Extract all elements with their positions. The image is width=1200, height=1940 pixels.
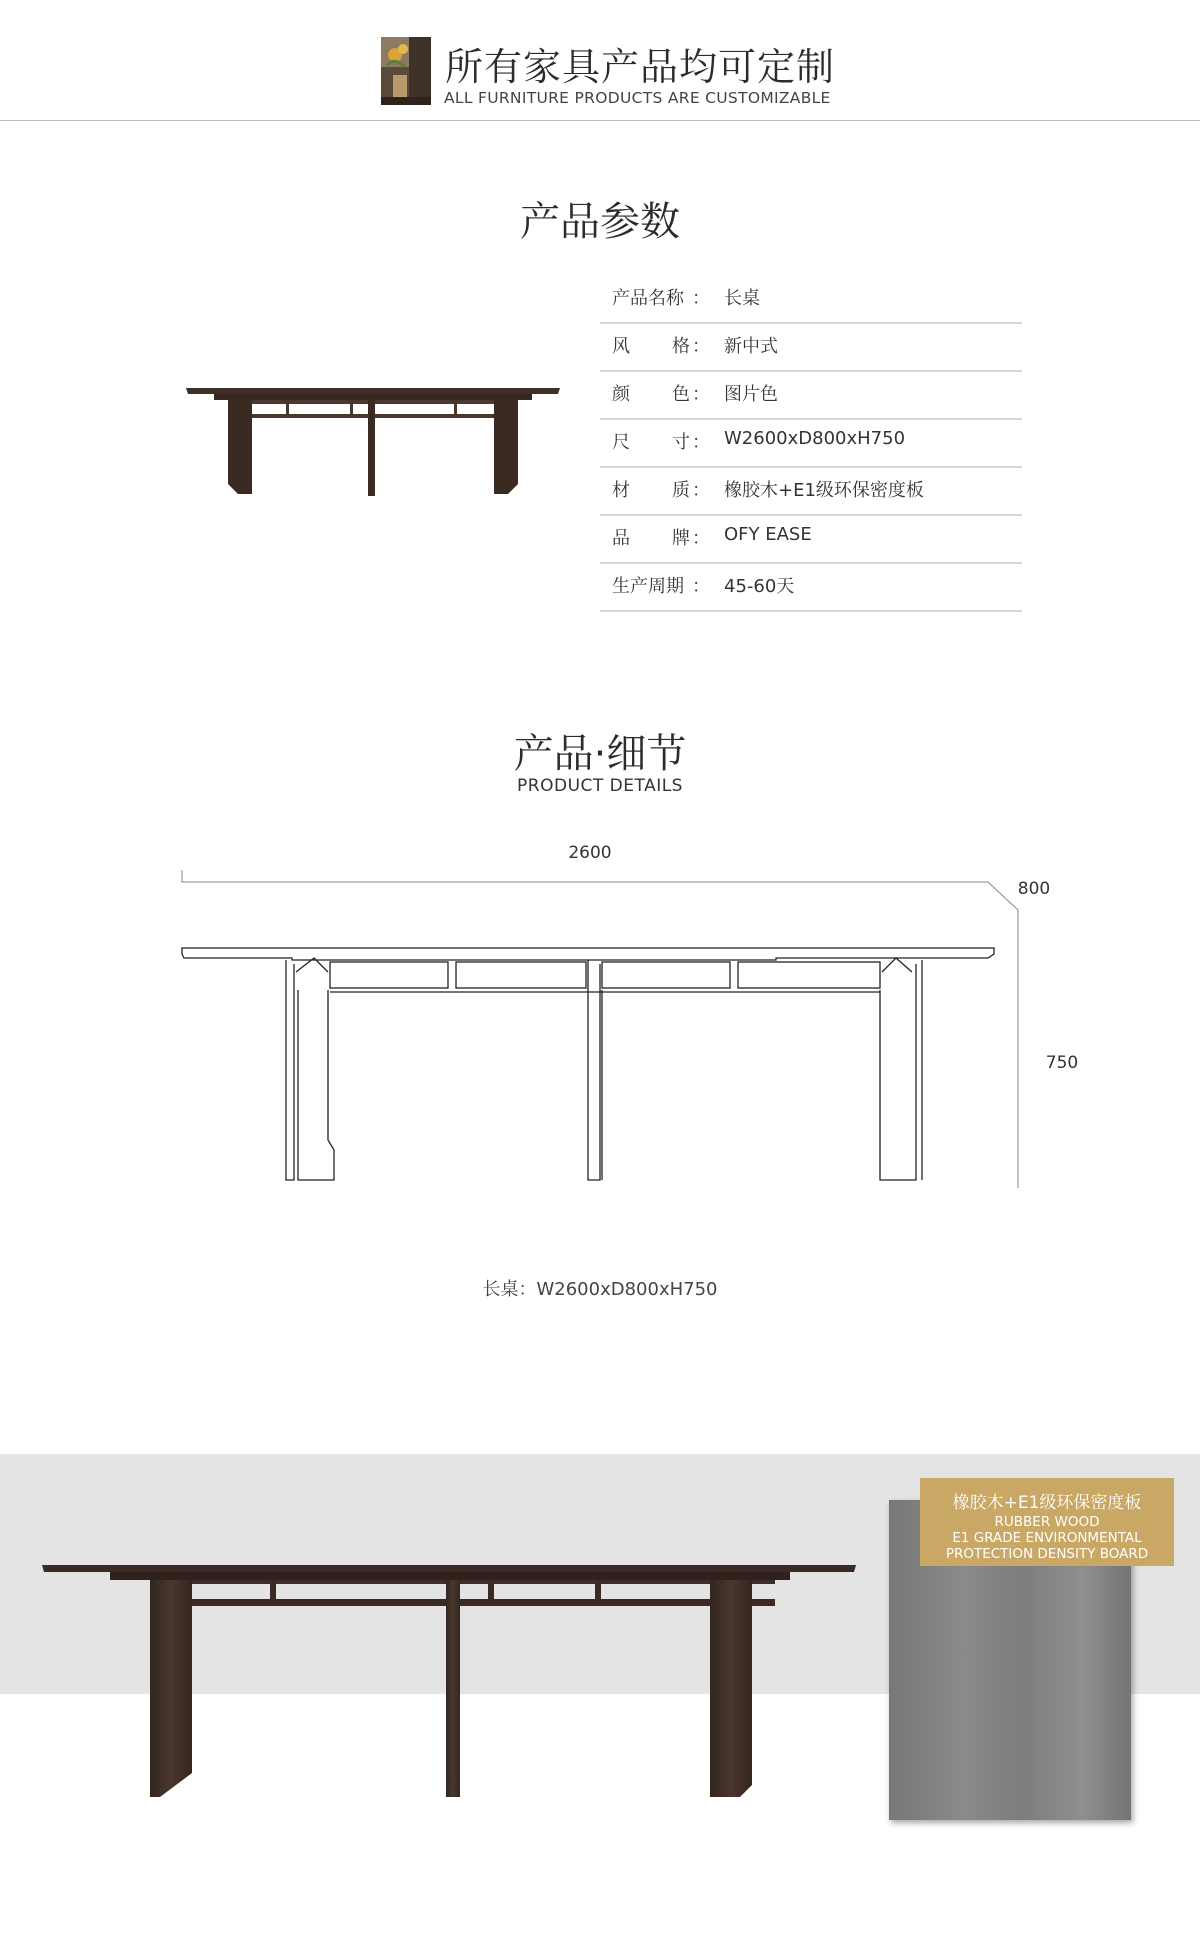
dim-width-label: 2600 (568, 843, 612, 863)
param-value: 长桌 (724, 288, 760, 309)
param-label: 生产周期 (612, 576, 684, 597)
material-name-en-line3: PROTECTION DENSITY BOARD (945, 1546, 1149, 1562)
dim-depth-label: 800 (1017, 879, 1051, 899)
material-name-cn: 橡胶木+E1级环保密度板 (952, 1493, 1142, 1513)
param-row-style: 风 格 ： 新中式 (600, 324, 1022, 372)
param-colon: ： (692, 432, 710, 453)
product-photo (40, 1555, 860, 1814)
params-table (600, 276, 1022, 612)
material-name-en-line1: RUBBER WOOD (994, 1514, 1100, 1530)
banner-subtitle: ALL FURNITURE PRODUCTS ARE CUSTOMIZABLE (444, 89, 831, 107)
param-value: 45-60天 (724, 576, 795, 597)
banner-thumbnail-image (381, 37, 431, 105)
banner-divider (0, 120, 1200, 121)
param-row-material: 材 质 ： 橡胶木+E1级环保密度板 (600, 468, 1022, 516)
details-title: 产品·细节 (513, 731, 687, 777)
material-name-en-line2: E1 GRADE ENVIRONMENTAL (952, 1530, 1142, 1546)
param-colon: ： (692, 528, 710, 549)
material-tag (920, 1478, 1174, 1566)
param-value: 橡胶木+E1级环保密度板 (724, 480, 924, 501)
param-colon: ： (692, 336, 710, 357)
param-label: 产品名称 (612, 288, 684, 309)
param-colon: ： (692, 576, 710, 597)
param-colon: ： (692, 480, 710, 501)
param-value: W2600xD800xH750 (724, 428, 906, 449)
dim-height-label: 750 (1045, 1053, 1079, 1073)
param-colon: ： (692, 288, 710, 309)
param-row-brand: 品 牌 ： OFY EASE (600, 516, 1022, 564)
param-value: 图片色 (724, 384, 778, 405)
param-row-color: 颜 色 ： 图片色 (600, 372, 1022, 420)
param-colon: ： (692, 384, 710, 405)
dimension-drawing (170, 840, 1079, 1204)
dimension-caption: 长桌：W2600xD800xH750 (482, 1279, 718, 1300)
param-row-name (600, 276, 1022, 324)
banner-title: 所有家具产品均可定制 (445, 45, 836, 89)
details-subtitle: PRODUCT DETAILS (517, 776, 683, 796)
param-value: 新中式 (724, 336, 778, 357)
params-title: 产品参数 (520, 199, 680, 245)
param-row-lead-time (600, 564, 1022, 612)
param-row-size: 尺 寸 ： W2600xD800xH750 (600, 420, 1022, 468)
product-thumbnail-image (184, 380, 562, 504)
param-value: OFY EASE (724, 524, 812, 545)
